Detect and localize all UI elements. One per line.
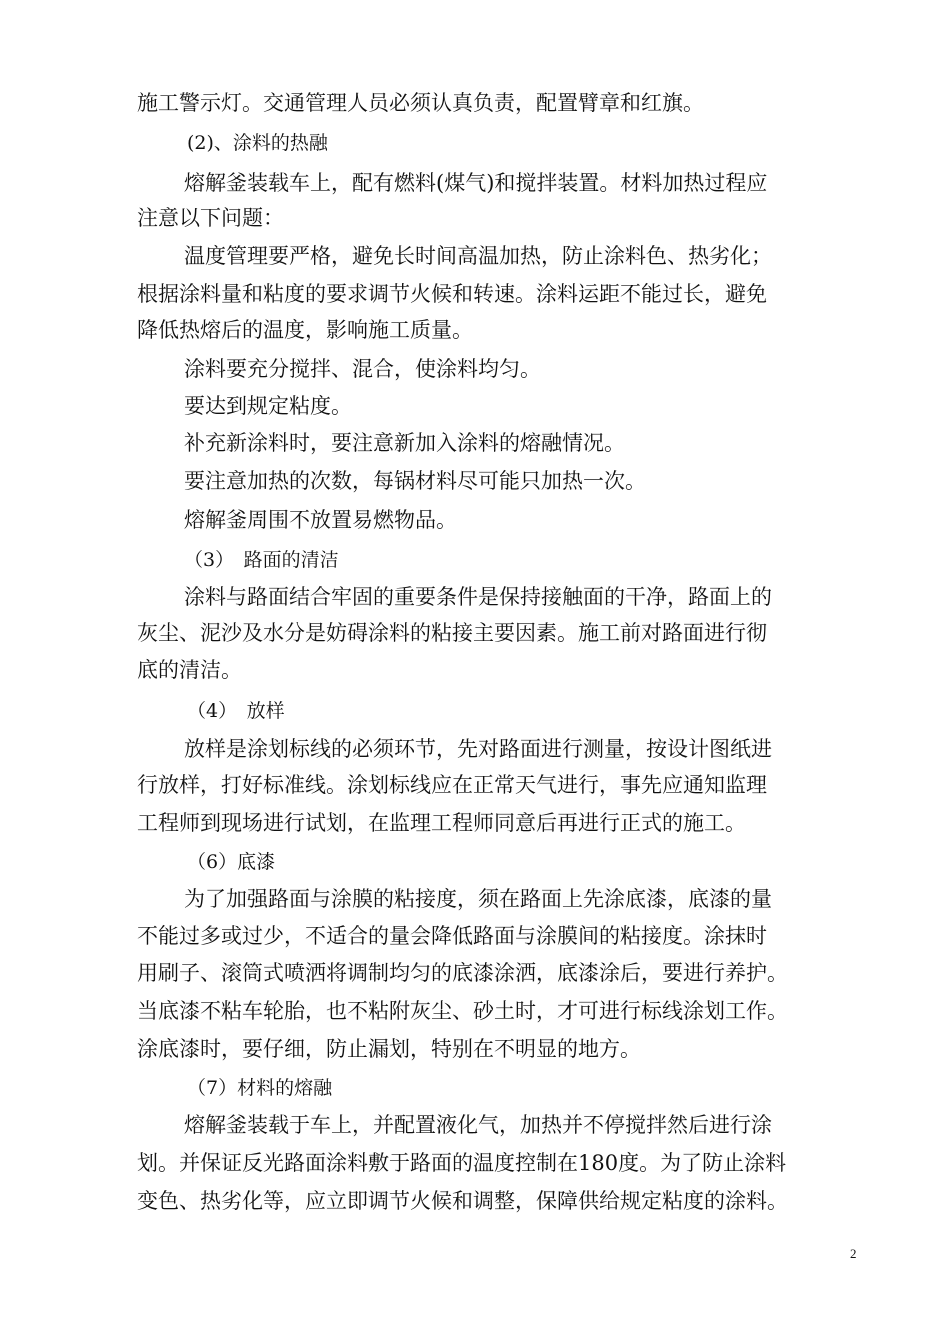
body-text-line: 熔解釜周围不放置易燃物品。 (184, 508, 457, 532)
body-text-line: 要达到规定粘度。 (184, 394, 352, 418)
body-text-line: 注意以下问题： (137, 206, 284, 230)
body-text-line: 涂料要充分搅拌、混合，使涂料均匀。 (184, 357, 541, 381)
body-text-line: 用刷子、滚筒式喷洒将调制均匀的底漆涂洒，底漆涂后，要进行养护。 (137, 961, 788, 985)
body-text-line: 要注意加热的次数，每锅材料尽可能只加热一次。 (184, 469, 646, 493)
section-heading-4: （4） 放样 (187, 700, 285, 722)
section-heading-6: （6）底漆 (187, 851, 276, 873)
body-text-line: 降低热熔后的温度，影响施工质量。 (137, 318, 473, 342)
section-heading-2: (2)、涂料的热融 (187, 132, 328, 154)
body-text-line: 熔解釜装载车上，配有燃料(煤气)和搅拌装置。材料加热过程应 (184, 171, 768, 195)
body-text-line: 根据涂料量和粘度的要求调节火候和转速。涂料运距不能过长，避免 (137, 282, 767, 306)
body-text-line: 为了加强路面与涂膜的粘接度，须在路面上先涂底漆，底漆的量 (184, 887, 772, 911)
body-text-line: 温度管理要严格，避免长时间高温加热，防止涂料色、热劣化； (184, 244, 772, 268)
page-number: 2 (850, 1246, 857, 1261)
body-text-line: 当底漆不粘车轮胎，也不粘附灰尘、砂土时，才可进行标线涂划工作。 (137, 999, 788, 1023)
body-text-line: 灰尘、泥沙及水分是妨碍涂料的粘接主要因素。施工前对路面进行彻 (137, 621, 767, 645)
body-text-line: 工程师到现场进行试划，在监理工程师同意后再进行正式的施工。 (137, 811, 746, 835)
body-text-line: 补充新涂料时，要注意新加入涂料的熔融情况。 (184, 431, 625, 455)
body-text-line: 涂底漆时，要仔细，防止漏划，特别在不明显的地方。 (137, 1037, 641, 1061)
section-heading-3: （3） 路面的清洁 (184, 549, 339, 571)
body-text-line: 放样是涂划标线的必须环节，先对路面进行测量，按设计图纸进 (184, 737, 772, 761)
body-text-line: 施工警示灯。交通管理人员必须认真负责，配置臂章和红旗。 (137, 91, 704, 115)
body-text-line: 划。并保证反光路面涂料敷于路面的温度控制在180度。为了防止涂料 (137, 1151, 787, 1175)
section-heading-7: （7）材料的熔融 (187, 1077, 333, 1099)
body-text-line: 涂料与路面结合牢固的重要条件是保持接触面的干净，路面上的 (184, 585, 772, 609)
body-text-line: 底的清洁。 (137, 658, 242, 682)
body-text-line: 熔解釜装载于车上，并配置液化气，加热并不停搅拌然后进行涂 (184, 1113, 772, 1137)
body-text-line: 行放样，打好标准线。涂划标线应在正常天气进行，事先应通知监理 (137, 773, 767, 797)
body-text-line: 变色、热劣化等，应立即调节火候和调整，保障供给规定粘度的涂料。 (137, 1189, 788, 1213)
body-text-line: 不能过多或过少，不适合的量会降低路面与涂膜间的粘接度。涂抹时 (137, 924, 767, 948)
